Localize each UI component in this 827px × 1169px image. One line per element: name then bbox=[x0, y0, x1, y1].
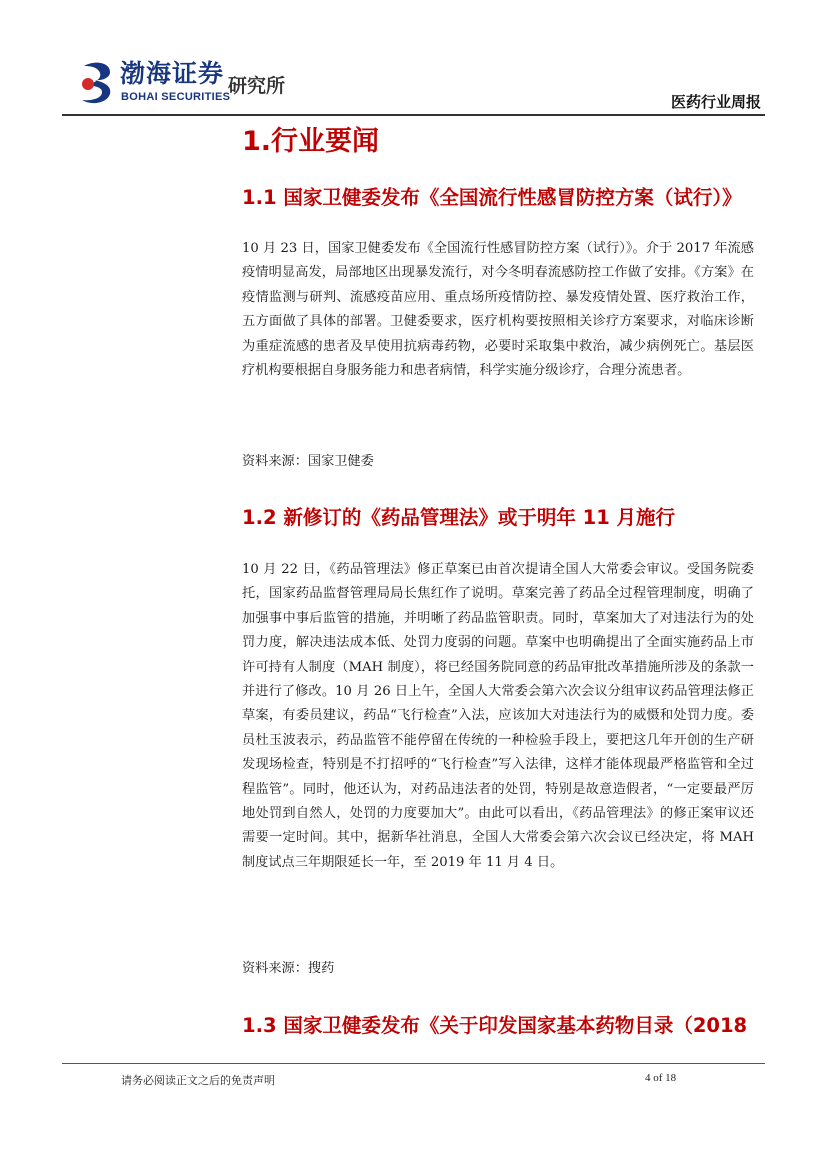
footer-divider bbox=[62, 1063, 765, 1064]
page-number: 4 of 18 bbox=[645, 1072, 677, 1084]
section-title: 1.行业要闻 bbox=[242, 126, 380, 157]
header-divider bbox=[62, 114, 765, 116]
bohai-logo-icon bbox=[76, 60, 116, 106]
news-1-source: 资料来源：国家卫健委 bbox=[242, 454, 374, 469]
institute-label: 研究所 bbox=[228, 75, 286, 97]
brand-name-en: BOHAI SECURITIES bbox=[121, 91, 231, 103]
brand-name-cn: 渤海证券 bbox=[120, 59, 225, 88]
news-1-title: 1.1 国家卫健委发布《全国流行性感冒防控方案（试行）》 bbox=[242, 186, 742, 209]
news-3-title: 1.3 国家卫健委发布《关于印发国家基本药物目录（2018 bbox=[242, 1014, 748, 1037]
footer-disclaimer: 请务必阅读正文之后的免责声明 bbox=[121, 1074, 275, 1087]
news-2-title: 1.2 新修订的《药品管理法》或于明年 11 月施行 bbox=[242, 506, 676, 529]
news-1-body: 10 月 23 日，国家卫健委发布《全国流行性感冒防控方案（试行）》。介于 2017 年流感疫情明显高发，局部地区出现暴发流行，对今冬明春流感防控工作做了安排。《方案》在疫情监测与研判、流感疫苗应用、重点场所疫情防控、暴发疫情处置、医疗救治工作，五方面做了具体的部署。卫健委要求，医疗机构要按照相关诊疗方案要求，对临床诊断为重症流感的患者及早使用抗病毒药物，必要时采取集中救治，减少病例死亡。基层医疗机构要根据自身服务能力和患者病情，科学实施分级诊疗，合理分流患者。 bbox=[242, 241, 754, 379]
news-2-body: 10 月 22 日，《药品管理法》修正草案已由首次提请全国人大常委会审议。受国务院委托，国家药品监督管理局局长焦红作了说明。草案完善了药品全过程管理制度，明确了加强事中事后监管的措施，并明晰了药品监管职责。同时，草案加大了对违法行为的处罚力度，解决违法成本低、处罚力度弱的问题。草案中也明确提出了全面实施药品上市许可持有人制度（MAH 制度），将已经国务院同意的药品审批改革措施所涉及的条款一并进行了修改。10 月 26 日上午，全国人大常委会第六次会议分组审议药品管理法修正草案，有委员建议，药品“飞行检查”入法，应该加大对违法行为的威慑和处罚力度。委员杜玉波表示，药品监管不能停留在传统的一种检验手段上，要把这几年开创的生产研发现场检查，特别是不打招呼的“飞行检查”写入法律，这样才能体现最严格监管和全过程监管”。同时，他还认为，对药品违法者的处罚，特别是故意造假者，“一定要最严厉地处罚到自然人，处罚的力度要加大”。由此可以看出，《药品管理法》的修正案审议还需要一定时间。其中，据新华社消息，全国人大常委会第六次会议已经决定，将 MAH 制度试点三年期限延长一年，至 2019 年 11 月 4 日。 bbox=[242, 562, 754, 870]
report-type: 医药行业周报 bbox=[670, 93, 761, 111]
news-2-source: 资料来源：搜药 bbox=[242, 961, 335, 976]
page-header bbox=[0, 0, 827, 120]
